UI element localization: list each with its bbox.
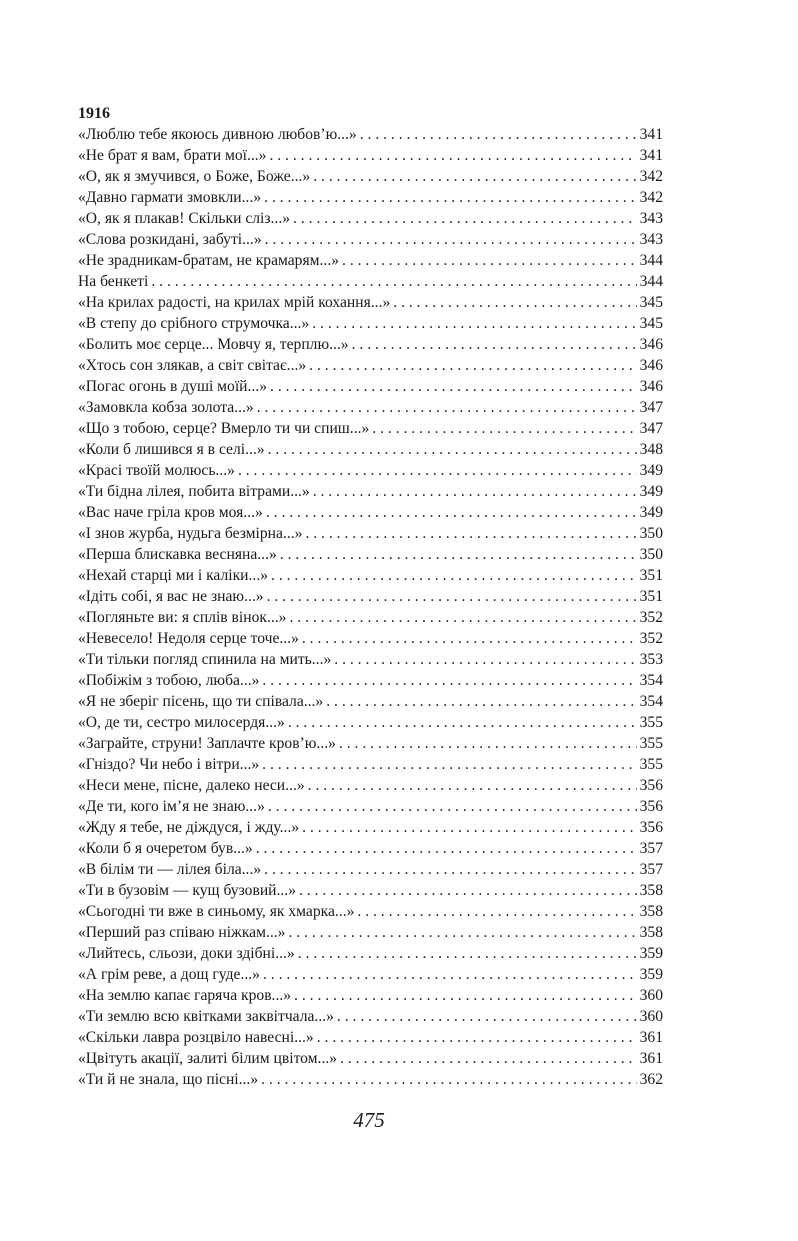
dot-leader: [317, 1027, 637, 1048]
toc-entry: [78, 1069, 663, 1090]
toc-entry: [78, 166, 663, 187]
toc-entry-page: 351: [639, 588, 663, 605]
toc-entry-page: 359: [639, 945, 663, 962]
toc-entry: [78, 544, 663, 565]
toc-entry-title: «А грім реве, а дощ гуде...»: [78, 966, 260, 983]
toc-entry-page: 349: [639, 483, 663, 500]
toc-entry: [78, 523, 663, 544]
toc-entry-page: 356: [639, 819, 663, 836]
toc-entry-title: «Ти й не знала, що пісні...»: [78, 1071, 259, 1088]
toc-entry: [78, 1048, 663, 1069]
toc-entry-title: «О, як я плакав! Скільки сліз...»: [78, 210, 291, 227]
toc-entry-page: 342: [639, 189, 663, 206]
toc-entry-page: 350: [639, 546, 663, 563]
toc-entry-page: 341: [639, 147, 663, 164]
dot-leader: [302, 628, 637, 649]
toc-entry-title: «Не брат я вам, брати мої...»: [78, 147, 267, 164]
toc-entry: [78, 565, 663, 586]
dot-leader: [339, 733, 637, 754]
dot-leader: [264, 187, 636, 208]
dot-leader: [293, 208, 637, 229]
toc-entry-title: «Я не зберіг пісень, що ти співала...»: [78, 693, 324, 710]
toc-entry-title: «Замовкла кобза золота...»: [78, 399, 254, 416]
toc-entry-title: «В степу до срібного струмочка...»: [78, 315, 310, 332]
toc-entry-page: 355: [639, 714, 663, 731]
toc-entry: [78, 712, 663, 733]
toc-entry-title: «Не зрадникам-братам, не крамарям...»: [78, 252, 340, 269]
dot-leader: [326, 691, 636, 712]
toc-entry-page: 362: [639, 1071, 663, 1088]
dot-leader: [268, 439, 637, 460]
toc-entry-title: «Слова розкидані, забуті...»: [78, 231, 262, 248]
toc-entry-page: 356: [639, 798, 663, 815]
toc-entry-page: 357: [639, 840, 663, 857]
dot-leader: [288, 922, 636, 943]
toc-entry-title: «Перша блискавка весняна...»: [78, 546, 277, 563]
toc-entry: [78, 313, 663, 334]
dot-leader: [256, 838, 637, 859]
dot-leader: [266, 502, 637, 523]
page-number: 475: [353, 1108, 385, 1132]
dot-leader: [309, 355, 636, 376]
dot-leader: [262, 670, 636, 691]
toc-entry: [78, 187, 663, 208]
toc-entry: [78, 229, 663, 250]
toc-entry-title: «Перший раз співаю ніжкам...»: [78, 924, 286, 941]
toc-entry: [78, 397, 663, 418]
dot-leader: [270, 376, 637, 397]
toc-entry-page: 355: [639, 756, 663, 773]
toc-entry-title: «І знов журба, нудьга безмірна...»: [78, 525, 303, 542]
toc-entry: [78, 985, 663, 1006]
toc-entry-page: 351: [639, 567, 663, 584]
dot-leader: [340, 1048, 637, 1069]
toc-entry-title: «Коли б я очеретом був...»: [78, 840, 253, 857]
toc-entry-page: 358: [639, 924, 663, 941]
toc-entry-page: 356: [639, 777, 663, 794]
toc-entry-title: «О, де ти, сестро милосердя...»: [78, 714, 285, 731]
toc-entry: [78, 334, 663, 355]
toc-entry: [78, 1027, 663, 1048]
toc-entry: [78, 145, 663, 166]
toc-entry: [78, 271, 663, 292]
toc-entry-page: 355: [639, 735, 663, 752]
toc-entry-page: 358: [639, 882, 663, 899]
toc-entry-page: 354: [639, 693, 663, 710]
toc-entry-page: 352: [639, 609, 663, 626]
dot-leader: [238, 460, 637, 481]
toc-entry: [78, 649, 663, 670]
toc-entry-page: 345: [639, 294, 663, 311]
dot-leader: [298, 943, 637, 964]
toc-entry-title: «Неси мене, пісне, далеко неси...»: [78, 777, 305, 794]
toc-entry-page: 361: [639, 1050, 663, 1067]
toc-entry: [78, 901, 663, 922]
dot-leader: [263, 964, 637, 985]
dot-leader: [261, 1069, 636, 1090]
toc-entry-title: «Погас огонь в душі моїй...»: [78, 378, 268, 395]
dot-leader: [280, 544, 637, 565]
dot-leader: [288, 712, 637, 733]
toc-entry-page: 357: [639, 861, 663, 878]
toc-entry-title: «Хтось сон злякав, а світ світає...»: [78, 357, 307, 374]
toc-list: [78, 124, 663, 1090]
dot-leader: [299, 880, 637, 901]
toc-entry-title: «Цвітуть акації, залиті білим цвітом...»: [78, 1050, 338, 1067]
toc-entry-page: 354: [639, 672, 663, 689]
toc-entry-title: «Невесело! Недоля серце точе...»: [78, 630, 299, 647]
toc-entry-title: «Ти бідна лілея, побита вітрами...»: [78, 483, 310, 500]
dot-leader: [393, 292, 636, 313]
toc-entry-title: «Лийтесь, сльози, доки здібні...»: [78, 945, 295, 962]
toc-entry-page: 349: [639, 504, 663, 521]
toc-entry-title: «Ти землю всю квітками заквітчала...»: [78, 1008, 334, 1025]
toc-entry: [78, 817, 663, 838]
toc-entry-title: «Погляньте ви: я сплів вінок...»: [78, 609, 287, 626]
toc-entry-page: 343: [639, 210, 663, 227]
toc-entry: [78, 775, 663, 796]
toc-entry: [78, 355, 663, 376]
toc-entry-page: 360: [639, 1008, 663, 1025]
toc-entry-title: «О, як я змучився, о Боже, Боже...»: [78, 168, 311, 185]
dot-leader: [151, 271, 636, 292]
toc-entry-page: 346: [639, 357, 663, 374]
toc-entry: [78, 292, 663, 313]
toc-entry-title: «Що з тобою, серце? Вмерло ти чи спиш...»: [78, 420, 370, 437]
dot-leader: [313, 166, 636, 187]
section-year-heading: 1916: [78, 105, 110, 122]
toc-entry-title: «На крилах радості, на крилах мрій кохання...»: [78, 294, 391, 311]
dot-leader: [269, 145, 636, 166]
dot-leader: [342, 250, 637, 271]
dot-leader: [302, 817, 636, 838]
toc-entry-title: «Скільки лавра розцвіло навесні...»: [78, 1029, 314, 1046]
toc-entry: [78, 607, 663, 628]
toc-entry-page: 347: [639, 399, 663, 416]
dot-leader: [289, 607, 636, 628]
dot-leader: [271, 565, 637, 586]
dot-leader: [262, 754, 636, 775]
toc-entry-title: «Сьогодні ти вже в синьому, як хмарка...»: [78, 903, 355, 920]
dot-leader: [313, 481, 637, 502]
table-of-contents: [78, 103, 663, 1090]
toc-entry-title: «Коли б лишився я в селі...»: [78, 441, 265, 458]
toc-entry-title: «Заграйте, струни! Заплачте кров’ю...»: [78, 735, 336, 752]
toc-entry-title: «Побіжім з тобою, люба...»: [78, 672, 260, 689]
toc-entry: [78, 670, 663, 691]
dot-leader: [268, 796, 637, 817]
toc-entry: [78, 922, 663, 943]
toc-entry-title: «Де ти, кого ім’я не знаю...»: [78, 798, 265, 815]
toc-entry: [78, 586, 663, 607]
toc-entry-title: «В білім ти — лілея біла...»: [78, 861, 262, 878]
dot-leader: [352, 334, 637, 355]
toc-entry: [78, 208, 663, 229]
toc-entry-title: «Красі твоїй молюсь...»: [78, 462, 235, 479]
toc-entry-title: «Болить моє серце... Мовчу я, терплю...»: [78, 336, 349, 353]
toc-entry: [78, 250, 663, 271]
dot-leader: [257, 397, 637, 418]
toc-entry-title: «Ти тільки погляд спинила на мить...»: [78, 651, 332, 668]
toc-entry-page: 352: [639, 630, 663, 647]
toc-entry: [78, 754, 663, 775]
toc-entry: [78, 460, 663, 481]
toc-entry-page: 346: [639, 378, 663, 395]
dot-leader: [305, 523, 636, 544]
dot-leader: [312, 313, 636, 334]
dot-leader: [372, 418, 636, 439]
toc-entry: [78, 691, 663, 712]
toc-entry: [78, 502, 663, 523]
toc-entry: [78, 1006, 663, 1027]
toc-entry: [78, 376, 663, 397]
toc-entry-page: 344: [639, 273, 663, 290]
toc-entry: [78, 481, 663, 502]
dot-leader: [360, 124, 637, 145]
dot-leader: [265, 229, 637, 250]
toc-entry-title: «Ти в бузовім — кущ бузовий...»: [78, 882, 296, 899]
toc-entry: [78, 796, 663, 817]
dot-leader: [357, 901, 636, 922]
toc-entry: [78, 628, 663, 649]
toc-entry-page: 344: [639, 252, 663, 269]
dot-leader: [308, 775, 637, 796]
toc-entry-page: 341: [639, 126, 663, 143]
toc-entry: [78, 964, 663, 985]
toc-entry-page: 360: [639, 987, 663, 1004]
toc-entry-page: 347: [639, 420, 663, 437]
toc-entry-title: «Жду я тебе, не діждуся, і жду...»: [78, 819, 300, 836]
toc-entry-title: «Давно гармати змовкли...»: [78, 189, 262, 206]
toc-entry-title: «Ідіть собі, я вас не знаю...»: [78, 588, 264, 605]
toc-entry: [78, 859, 663, 880]
toc-entry-page: 346: [639, 336, 663, 353]
toc-entry: [78, 943, 663, 964]
toc-entry-page: 361: [639, 1029, 663, 1046]
toc-entry-title: «Нехай старці ми і каліки...»: [78, 567, 269, 584]
dot-leader: [294, 985, 637, 1006]
toc-entry: [78, 733, 663, 754]
toc-entry: [78, 124, 663, 145]
toc-entry-title: На бенкеті: [78, 273, 149, 290]
toc-entry: [78, 838, 663, 859]
toc-entry-page: 342: [639, 168, 663, 185]
toc-entry-page: 349: [639, 462, 663, 479]
toc-entry-page: 358: [639, 903, 663, 920]
dot-leader: [267, 586, 637, 607]
toc-entry-page: 350: [639, 525, 663, 542]
dot-leader: [337, 1006, 637, 1027]
toc-entry: [78, 880, 663, 901]
dot-leader: [264, 859, 636, 880]
toc-entry-title: «Вас наче гріла кров моя...»: [78, 504, 263, 521]
toc-entry-page: 343: [639, 231, 663, 248]
toc-entry-title: «Гніздо? Чи небо і вітри...»: [78, 756, 260, 773]
dot-leader: [334, 649, 636, 670]
toc-entry-page: 345: [639, 315, 663, 332]
toc-entry: [78, 439, 663, 460]
toc-entry-page: 359: [639, 966, 663, 983]
toc-entry-page: 348: [639, 441, 663, 458]
toc-entry-page: 353: [639, 651, 663, 668]
toc-entry-title: «На землю капає гаряча кров...»: [78, 987, 292, 1004]
toc-entry: [78, 418, 663, 439]
toc-entry-title: «Люблю тебе якоюсь дивною любов’ю...»: [78, 126, 357, 143]
